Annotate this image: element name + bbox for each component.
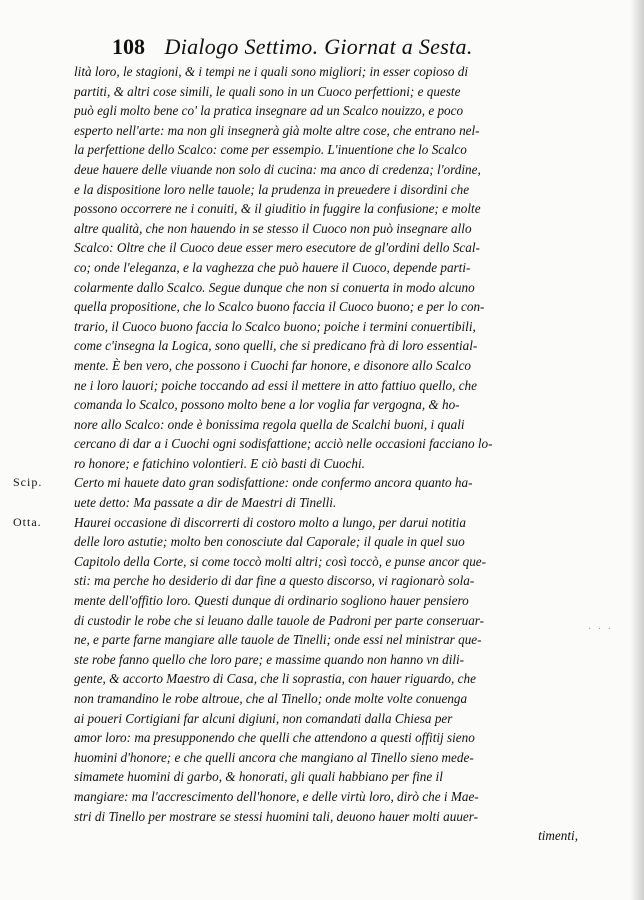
text-line: comanda lo Scalco, possono molto bene a lor voglia far vergogna, & ho- [74,397,460,413]
speech-ottaviano [13,513,586,827]
catchword: timenti, [538,828,578,844]
page-number: 108 [112,34,145,59]
text-line: deue hauere delle viuande non solo di cucina: ma anco di credenza; l'ordine, [74,161,481,177]
running-title: Dialogo Settimo. Giornat a Sesta. [164,34,473,59]
text-line: ro honore; e fatichino volontieri. E ciò basti di Cuochi. [74,455,365,471]
text-line: uete detto: Ma passate a dir de Maestri di Tinelli. [74,495,337,511]
text-line: partiti, & altri cose simili, le quali sono in un Cuoco perfettioni; e queste [74,83,461,99]
text-line: huomini d'honore; e che quelli ancora che mangiano al Tinello sieno mede- [74,749,474,765]
catchword-line [74,826,586,846]
body-text [13,62,586,846]
text-line: la perfettione dello Scalco: come per essempio. L'inuentione che lo Scalco [74,142,467,158]
text-line: ne, e parte farne mangiare alle tauole de Tinelli; onde essi nel ministrar que- [74,632,482,648]
text-line: Scalco: Oltre che il Cuoco deue esser mero esecutore de gl'ordini dello Scal- [74,240,480,256]
speech-scipione-text [74,473,586,512]
text-line: mente dell'offitio loro. Questi dunque di ordinario sogliono hauer pensiero [74,593,469,609]
text-line: Haurei occasione di discorrerti di costoro molto a lungo, per darui notitia [74,514,466,530]
text-line: può egli molto bene co' la pratica insegnare ad un Scalco nouizzo, e poco [74,103,464,119]
text-line: lità loro, le stagioni, & i tempi ne i quali sono migliori; in esser copioso di [74,64,469,79]
speech-scipione [13,473,586,512]
text-line: possono occorrere ne i conuiti, & il giuditio in fuggire la confusione; e molte [74,201,481,217]
paragraph-cook-and-scalco [74,62,586,473]
text-line: e la dispositione loro nelle tauole; la prudenza in preuedere i disordini che [74,181,470,197]
text-line: amor loro: ma presupponendo che quelli che attendono a questi offitij sieno [74,730,475,746]
text-line: come c'insegna la Logica, sono quelli, che si predicano frà di loro essential- [74,338,478,354]
text-line: sti: ma perche ho desiderio di dar fine a questo discorso, vi ragionarò sola- [74,573,475,589]
speaker-label-scipione: Scip. [13,475,43,490]
margin-bleed-mark: · · · [588,624,613,635]
text-line: mente. È ben vero, che possono i Cuochi far honore, e disonore allo Scalco [74,357,472,373]
text-line: quella propositione, che lo Scalco buono faccia il Cuoco buono; e per lo con- [74,299,485,315]
text-line: nore allo Scalco: onde è bonissima regola quella de Scalchi buoni, i quali [74,416,465,432]
text-line: ste robe fanno quello che loro pare; e massime quando non hanno vn dili- [74,651,465,667]
text-line: stri di Tinello per mostrare se stessi huomini tali, deuono hauer molti auuer- [74,808,479,824]
text-line: ai poueri Cortigiani far alcuni digiuni, non comandati dalla Chiesa per [74,710,453,726]
text-line: esperto nell'arte: ma non gli insegnerà già molte altre cose, che entrano nel- [74,122,480,138]
text-line: colarmente dallo Scalco. Segue dunque che non si conuerta in modo alcuno [74,279,475,295]
text-line: mangiare: ma l'accrescimento dell'honore, e delle virtù loro, dirò che i Mae- [74,788,479,804]
text-line: altre qualità, che non hauendo in se stesso il Cuoco non può insegnare allo [74,220,472,236]
text-line: non tramandino le robe altroue, che al Tinello; onde molte volte conuenga [74,691,468,706]
text-line: gente, & accorto Maestro di Casa, che li soprastia, con hauer riguardo, che [74,671,476,687]
text-line: delle loro astutie; molto ben conosciute dal Caporale; il quale in quel suo [74,534,465,550]
text-line: trario, il Cuoco buono faccia lo Scalco buono; poiche i termini conuertibili, [74,318,476,334]
speaker-label-ottaviano: Otta. [13,514,42,529]
text-line: di custodir le robe che si leuano dalle tauole de Padroni per parte conseruar- [74,612,485,628]
speech-ottaviano-text [74,513,586,827]
text-line: simamete huomini di garbo, & honorati, gli quali habbiano per fine il [74,769,443,785]
text-line: Certo mi hauete dato gran sodisfattione: onde confermo ancora quanto ha- [74,475,473,491]
page-edge-shadow [630,0,644,900]
text-line: Capitolo della Corte, si come toccò molti altri; così toccò, e punse ancor que- [74,553,487,569]
text-line: cercano di dar a i Cuochi ogni sodisfattione; acciò nelle occasioni facciano lo- [74,436,493,452]
text-line: ne i loro lauori; poiche toccando ad essi il mettere in atto fattiuo quello, che [74,377,478,393]
page-header [112,34,604,60]
text-line: co; onde l'eleganza, e la vaghezza che può hauere il Cuoco, depende parti- [74,259,471,275]
